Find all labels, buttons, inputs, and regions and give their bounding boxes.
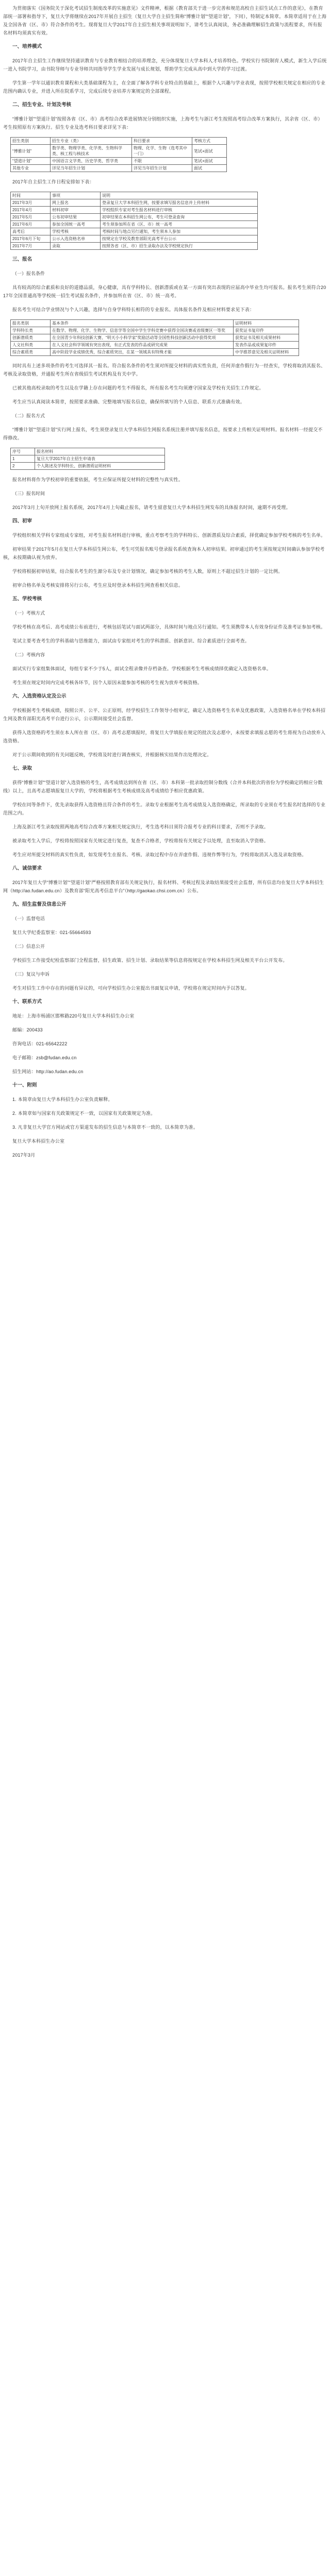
table-cell: 笔试+面试 bbox=[192, 158, 227, 165]
table-cell: 2017年7月 bbox=[11, 243, 51, 250]
footer-date: 2017年3月 bbox=[12, 1153, 36, 1158]
paragraph: 对于公示期间收到的有关问题反映，学校将及时进行调查核实，并根据核实结果作出处理决定。 bbox=[12, 752, 212, 757]
paragraph: 考生应对所提交材料的真实性负责，如发现考生在报名、考核、录取过程中存在弄虚作假、违规作弊等行为，学校将取消其入选及录取资格。 bbox=[12, 852, 307, 857]
subsection-title: （一）考核方式 bbox=[12, 611, 45, 616]
table-cell: 笔试+面试 bbox=[192, 145, 227, 158]
table-cell: 序号 bbox=[11, 448, 35, 455]
table-row bbox=[11, 342, 299, 349]
table-cell: 按照各省（区、市）招生录取办法及学校规定执行 bbox=[101, 243, 258, 250]
paragraph: 具有较高的综合素质和良好的道德品质，身心健康，具有学科特长、创新潜质或在某一方面有突出表现的应届高中毕业生均可报名。报名考生须符合2017年全国普通高等学校统一招生考试报名条件，并参加所在省（区、市）统一高考。 bbox=[3, 285, 326, 298]
major-table bbox=[10, 137, 227, 172]
eligibility-table bbox=[10, 319, 299, 356]
contact-phone: 咨询电话：021-65642222 bbox=[12, 1041, 68, 1046]
paragraph: 报名材料将作为学校初审的重要依据，考生应保证所提交材料的完整性与真实性。 bbox=[12, 477, 184, 482]
table-cell: 考核时间与地点另行通知，考生须本人参加 bbox=[101, 228, 258, 235]
table-cell: 在人文社会科学领域有突出表现，有正式发表的作品或研究成果 bbox=[51, 342, 234, 349]
table-cell: 参加全国统一高考 bbox=[51, 221, 101, 228]
paragraph: 考生对招生工作中存在的问题有异议的，可向学校招生办公室提出书面复议申请，学校将在规定时间内予以答复。 bbox=[12, 986, 250, 991]
section-5-title: 五、学校考核 bbox=[12, 596, 42, 602]
section-4-title: 四、初审 bbox=[12, 518, 32, 524]
table-cell: 在全国青少年科技创新大赛、“明天小小科学家”奖励活动等全国性科技创新活动中获得奖项 bbox=[51, 334, 234, 342]
table-row bbox=[11, 221, 258, 228]
table-cell: 录取 bbox=[51, 243, 101, 250]
table-row bbox=[11, 327, 299, 334]
paragraph: 3. 凡非复旦大学官方网站或官方渠道发布的招生信息与本简章不一致的，以本简章为准。 bbox=[12, 1125, 199, 1130]
paragraph: 学校考核在高考后、高考成绩公布前进行，考核包括笔试与面试两部分，具体时间与地点另行通知。考生须携带本人有效身份证件及准考证参加考核。 bbox=[12, 624, 326, 630]
paragraph: 获得“博雅计划”“望道计划”入选资格的考生，高考成绩达到所在省（区、市）本科第一批录取控制分数线（合并本科批次的省份为学校确定的相应分数线）以上，且高考志愿填报复旦大学的，学校将根据考生考核成绩及高考成绩给予相应优惠政策。 bbox=[3, 780, 323, 793]
website-label: 招生网站： bbox=[12, 1069, 37, 1074]
table-row bbox=[11, 158, 227, 165]
paragraph: 上海及浙江考生录取按照两地高考综合改革方案相关规定执行，考生选考科目须符合报考专业的科目要求，否则不予录取。 bbox=[12, 824, 269, 829]
table-cell: 事项 bbox=[51, 192, 101, 199]
section-2-title: 二、招生专业、计划及考核 bbox=[12, 102, 72, 108]
paragraph: 初审合格名单及考核安排将另行公布，考生应及时登录本科招生网查看相关信息。 bbox=[12, 583, 184, 588]
table-cell: 2017年4月 bbox=[11, 207, 51, 214]
table-cell: 学校组织专家对考生报名材料进行审核 bbox=[101, 207, 258, 214]
table-cell: 按规定在学校及教育部阳光高考平台公示 bbox=[101, 235, 258, 243]
table-cell: 获奖证书及相关成果材料 bbox=[234, 334, 299, 342]
table-cell: 基本条件 bbox=[51, 320, 234, 327]
paragraph: 学校招生工作接受纪检监察部门全程监督，招生政策、招生计划、录取结果等信息将按规定在学校本科招生网及相关平台公开发布。 bbox=[12, 958, 288, 963]
paragraph: 考生应当认真阅读本简章，按照要求准确、完整地填写报名信息，确保所填写的个人信息、联系方式准确有效。 bbox=[12, 399, 245, 404]
table-cell: 物理、化学、生物（选考其中一门） bbox=[132, 145, 192, 158]
table-row bbox=[11, 463, 165, 470]
table-cell: 不限 bbox=[132, 158, 192, 165]
paragraph: 面试实行专家组集体面试，每组专家不少于5人，面试全程录像并存档备查。学校根据考生考核成绩择优确定入选资格名单。 bbox=[12, 666, 272, 671]
table-cell: 材料初审 bbox=[51, 207, 101, 214]
table-cell: 2017年6月 bbox=[11, 221, 51, 228]
paragraph: 学校在同等条件下，优先录取获得入选资格且符合条件的考生。录取专业根据考生高考成绩及入选资格确定，所录取的专业须在考生报名时选择的专业范围之内。 bbox=[3, 802, 326, 816]
table-row bbox=[11, 349, 299, 356]
paragraph: 初审结果于2017年5月在复旦大学本科招生网公布，考生可凭报名账号登录报名系统查询本人初审结果。初审通过的考生须按规定时间确认参加学校考核，未按期确认视为放弃。 bbox=[3, 547, 325, 560]
paragraph: 报名考生可结合学业情况与个人兴趣，选择与自身学科特长相符的专业报名。具体报名条件及相应材料要求见下表： bbox=[12, 307, 255, 312]
table-cell: 中学推荐意见及相关证明材料 bbox=[234, 349, 299, 356]
table-cell: “博雅计划” bbox=[11, 145, 51, 158]
table-cell: 高中阶段学业成绩优秀，综合素质突出，在某一领域具有特殊才能 bbox=[51, 349, 234, 356]
table-cell: 证明材料 bbox=[234, 320, 299, 327]
table-cell: 复旦大学2017年自主招生申请表 bbox=[35, 455, 165, 463]
table-row bbox=[11, 320, 299, 327]
subsection-title: （一）监督电话 bbox=[12, 916, 45, 921]
table-row bbox=[11, 145, 227, 158]
section-9-title: 九、招生监督及信息公开 bbox=[12, 902, 67, 907]
subsection-title: （一）报名条件 bbox=[12, 271, 45, 276]
section-8-title: 八、诚信要求 bbox=[12, 866, 42, 871]
table-row bbox=[11, 448, 165, 455]
table-row bbox=[11, 214, 258, 221]
paragraph: 学校根据考生考核成绩，按照公开、公平、公正原则，经学校招生工作领导小组审定，确定入选资格考生名单及优惠政策，入选资格名单在学校本科招生网及教育部阳光高考平台进行公示，公示期间接受社会监督。 bbox=[3, 708, 326, 721]
table-cell: 高考后 bbox=[11, 228, 51, 235]
table-row bbox=[11, 207, 258, 214]
table-cell: 说明 bbox=[101, 192, 258, 199]
table-row bbox=[11, 455, 165, 463]
paragraph: 同时具有上述多项条件的考生可选择其一报名。符合报名条件的考生须对所提交材料的真实性负责，任何弄虚作假行为一经查实，学校将取消其报名、考核及录取资格，并通报考生所在省级招生考试机构及有关中学。 bbox=[3, 363, 326, 377]
table-cell: 1 bbox=[11, 455, 35, 463]
table-row bbox=[11, 235, 258, 243]
table-row bbox=[11, 138, 227, 145]
table-cell: 面试 bbox=[192, 165, 227, 172]
table-row bbox=[11, 228, 258, 235]
table-cell: 公示入选资格名单 bbox=[51, 235, 101, 243]
section-6-title: 六、入选资格认定及公示 bbox=[12, 693, 67, 699]
table-cell: 获奖证书复印件 bbox=[234, 327, 299, 334]
footer-organization: 复旦大学本科招生办公室 bbox=[12, 1139, 65, 1144]
table-row bbox=[11, 165, 227, 172]
table-cell: 创新潜质类 bbox=[11, 334, 51, 342]
table-cell: 报名材料 bbox=[35, 448, 165, 455]
table-cell: 考生须参加所在省（区、市）统一高考 bbox=[101, 221, 258, 228]
table-cell: 2017年6月下旬 bbox=[11, 235, 51, 243]
table-cell: 招生专业（类） bbox=[51, 138, 132, 145]
paragraph: 学校将根据初审结果，结合报名考生的生源分布及专业计划情况，确定参加考核的考生人数，原则上不超过招生计划的一定比例。 bbox=[12, 569, 283, 574]
section-1-title: 一、培养模式 bbox=[12, 44, 42, 49]
subsection-title: （二）考核内容 bbox=[12, 652, 45, 657]
table-cell: 数学类、物理学类、化学类、生物科学类、核工程与核技术 bbox=[51, 145, 132, 158]
paragraph: 2017年自主招生工作日程安排如下表： bbox=[12, 179, 94, 184]
supervision-phone: 复旦大学纪委监察室：021-55664593 bbox=[12, 930, 91, 935]
table-cell: 登录复旦大学本科招生网，按要求填写报名信息并上传材料 bbox=[101, 199, 258, 207]
table-cell: 考核方式 bbox=[192, 138, 227, 145]
table-cell: 详见当年招生计划 bbox=[51, 165, 132, 172]
paragraph: 2017年3月上旬开放网上报名系统，2017年4月上旬截止报名，请考生留意复旦大学本科招生网发布的具体报名时间，逾期不再受理。 bbox=[12, 505, 291, 510]
subsection-title: （三）报名时间 bbox=[12, 491, 45, 496]
table-cell: 2017年5月 bbox=[11, 214, 51, 221]
paragraph: “博雅计划”“望道计划”按照各省（区、市）高考综合改革进展情况分别组织实施，上海考生与浙江考生按照高考综合改革方案执行，其余省（区、市）考生按照原有方案执行。招生专业及选考科目要求详见下表： bbox=[3, 116, 323, 130]
paragraph: 已被其他高校录取的考生以及在学籍上存在问题的考生不得报名，所有报名考生均须遵守国家及学校有关招生工作规定。 bbox=[12, 385, 264, 391]
website-link[interactable]: http://ao.fudan.edu.cn bbox=[36, 1069, 84, 1074]
table-cell: 初审结果在本科招生网公布，考生可登录查询 bbox=[101, 214, 258, 221]
paragraph: 获得入选资格的考生须在本人所在省（区、市）高考志愿填报时，将复旦大学填报在规定的批次及志愿中，未按要求填报志愿的考生将视为自动放弃入选资格。 bbox=[3, 730, 326, 743]
paragraph: 被录取考生入学后，学校将按照国家有关规定进行复查，复查不合格者，学校将按有关规定予以处理，直至取消入学资格。 bbox=[12, 838, 269, 843]
table-row bbox=[11, 334, 299, 342]
paragraph: 学生第一学年以通识教育课程和大类基础课程为主，在全面了解各学科专业特点的基础上，根据个人兴趣与学业表现，按照学校相关规定在相应的专业范围内确认专业，并进入所在院系学习，完成后续专业培养方案规定的全部课程。 bbox=[3, 80, 326, 94]
contact-address: 地址：上海市杨浦区邯郸路220号复旦大学本科招生办公室 bbox=[12, 1013, 135, 1019]
subsection-title: （二）报名方式 bbox=[12, 413, 45, 418]
table-cell: 个人陈述及学科特长、创新潜质证明材料 bbox=[35, 463, 165, 470]
section-11-title: 十一、附则 bbox=[12, 1082, 37, 1088]
table-row bbox=[11, 243, 258, 250]
table-row bbox=[11, 199, 258, 207]
table-cell: 详见当年招生计划 bbox=[132, 165, 192, 172]
contact-website-line bbox=[3, 1067, 327, 1076]
table-cell: 学科特长类 bbox=[11, 327, 51, 334]
email-link[interactable]: zsb@fudan.edu.cn bbox=[36, 1055, 77, 1060]
table-cell: 2 bbox=[11, 463, 35, 470]
paragraph: 2. 本简章如与国家有关政策规定不一致，以国家有关政策规定为准。 bbox=[12, 1111, 156, 1116]
paragraph: “博雅计划”“望道计划”实行网上报名，考生须登录复旦大学本科招生网报名系统注册并填写报名信息，按要求上传相关证明材料。报名材料一经提交不得修改。 bbox=[3, 427, 323, 440]
table-cell: 报名类别 bbox=[11, 320, 51, 327]
section-3-title: 三、报名 bbox=[12, 257, 32, 262]
table-cell: 学校考核 bbox=[51, 228, 101, 235]
contact-email-line bbox=[3, 1054, 327, 1062]
section-7-title: 七、录取 bbox=[12, 766, 32, 771]
materials-table bbox=[10, 448, 165, 470]
table-cell: 中国语言文学类、历史学类、哲学类 bbox=[51, 158, 132, 165]
paragraph: 考生须在规定时间内完成考核各环节，因个人原因未能参加考核的考生视为放弃考核资格。 bbox=[12, 680, 203, 685]
paragraph: 1. 本简章由复旦大学本科招生办公室负责解释。 bbox=[12, 1097, 113, 1102]
table-cell: 其他专业 bbox=[11, 165, 51, 172]
table-cell: 网上报名 bbox=[51, 199, 101, 207]
table-cell: 招生类别 bbox=[11, 138, 51, 145]
table-cell: 时间 bbox=[11, 192, 51, 199]
paragraph: 笔试主要考查考生的学科基础与思维能力，面试由专家组对考生的学科潜质、创新意识、综合素质进行全面考查。 bbox=[12, 638, 250, 643]
table-cell: 在数学、物理、化学、生物学、信息学等全国中学生学科竞赛中获得全国决赛或省级赛区一等奖 bbox=[51, 327, 234, 334]
table-cell: 发表作品或成果复印件 bbox=[234, 342, 299, 349]
table-cell: 综合素质类 bbox=[11, 349, 51, 356]
contact-zip: 邮编：200433 bbox=[12, 1027, 43, 1032]
section-10-title: 十、联系方式 bbox=[12, 999, 42, 1005]
subsection-title: （二）信息公开 bbox=[12, 944, 45, 949]
schedule-table bbox=[10, 192, 258, 250]
paragraph: 2017年自主招生工作继续坚持通识教育与专业教育相结合的培养理念，充分体现复旦大学本科人才培养特色。学校实行书院制育人模式，新生入学后统一进入书院学习，由书院导师与专业导师共同指导学生学业发展与成长规划，帮助学生完成从高中到大学的学习过渡。 bbox=[3, 58, 327, 72]
subsection-title: （三）复议与申诉 bbox=[12, 972, 50, 977]
email-label: 电子邮箱： bbox=[12, 1055, 37, 1060]
table-cell: 公布初审结果 bbox=[51, 214, 101, 221]
paragraph: 学校组织相关学科专家组成专家组，对考生报名材料进行审核，重点考察考生的学科特长、创新潜质及综合素质，择优确定参加学校考核的考生名单。 bbox=[12, 533, 326, 538]
paragraph: 2017年复旦大学“博雅计划”“望道计划”严格按照教育部有关规定执行，报名材料、考核过程及录取结果接受社会监督，所有信息均在复旦大学本科招生网（http://ao.fudan.edu.cn）及教育部“阳光高考信息平台”（http://gaokao.chsi.com.cn）公布。 bbox=[3, 880, 324, 893]
table-cell: 人文社科类 bbox=[11, 342, 51, 349]
table-row bbox=[11, 192, 258, 199]
table-cell: 2017年3月 bbox=[11, 199, 51, 207]
intro-paragraph: 为贯彻落实《国务院关于深化考试招生制度改革的实施意见》文件精神，根据《教育部关于进一步完善和规范高校自主招生试点工作的意见》，在教育部统一部署和指导下，复旦大学将继续在2017年开展自主招生（复旦大学自主招生简称“博雅计划”“望道计划”，下同），特制定本简章。本简章适用于在上海及全国各省（区、市）符合条件的考生。现将复旦大学2017年自主招生相关事项说明如下，请考生认真阅读，务必准确理解招生政策与流程要求，所有报名材料均须真实有效。 bbox=[3, 6, 327, 36]
table-cell: 科目要求 bbox=[132, 138, 192, 145]
table-cell: “望道计划” bbox=[11, 158, 51, 165]
